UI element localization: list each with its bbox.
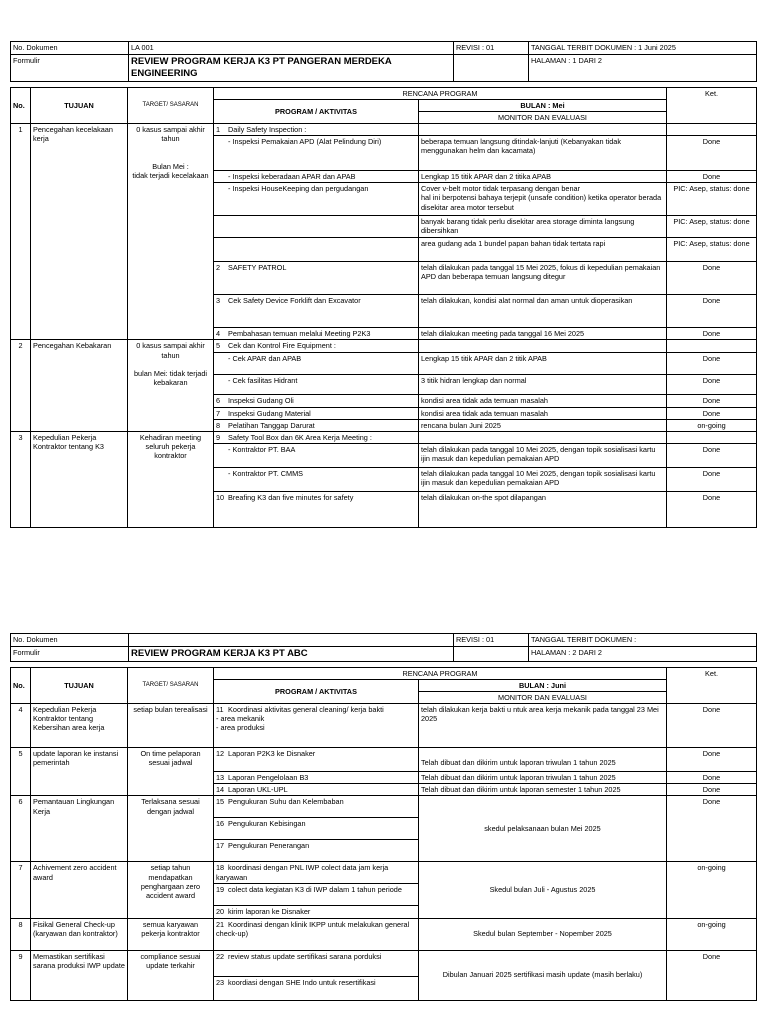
table-row [11,704,757,748]
header-table [10,41,757,82]
activity-text: Safety Tool Box dan 6K Area Kerja Meeting : [228,432,372,442]
monitor-evaluation: Telah dibuat dan dikirim untuk laporan semester 1 tahun 2025 [419,784,667,796]
program-activity [214,884,419,906]
status-note: PIC: Asep, status: done [667,238,757,262]
monitor-evaluation: skedul pelaksanaan bulan Mei 2025 [419,796,667,862]
header-blank [454,647,529,662]
monitor-evaluation: telah dilakukan, kondisi alat normal dan aman untuk dioperasikan [419,295,667,328]
activity-text: Pengukuran Penerangan [228,841,310,851]
activity-number: 10 [216,492,225,502]
activity-text: - Inspeksi Pemakaian APD (Alat Pelindung Diri) [228,137,382,147]
monitor-evaluation: telah dilakukan kerja bakti u ntuk area kerja mekanik pada tanggal 23 Mei 2025 [419,704,667,748]
group-objective: update laporan ke instansi pemerintah [31,748,128,796]
issue-date: TANGGAL TERBIT DOKUMEN : 1 Juni 2025 [529,42,757,55]
program-activity [214,840,419,862]
activity-text: review status update sertifikasi sarana porduksi [228,951,382,961]
monitor-evaluation [419,124,667,136]
col-ket: Ket. [667,87,757,123]
program-table [10,87,757,528]
group-objective: Kepedulian Pekerja Kontraktor tentang Kebersihan area kerja [31,704,128,748]
monitor-evaluation: Dibulan Januari 2025 sertifikasi masih update (masih berlaku) [419,950,667,1000]
col-rencana: RENCANA PROGRAM [214,87,667,99]
activity-text: Pengukuran Kebisingan [228,819,306,829]
status-note: on-going [667,862,757,918]
program-activity [214,906,419,918]
program-activity [214,796,419,818]
activity-text: Inspeksi Gudang Oli [228,395,294,405]
col-tujuan: TUJUAN [31,667,128,703]
program-activity [214,950,419,976]
group-number: 1 [11,124,31,340]
activity-text: kirim laporan ke Disnaker [228,907,311,917]
status-note: on-going [667,419,757,431]
activity-text: Pembahasan temuan melalui Meeting P2K3 [228,329,371,339]
monitor-evaluation: Telah dibuat dan dikirim untuk laporan triwulan 1 tahun 2025 [419,772,667,784]
program-activity [214,295,419,328]
status-note: Done [667,295,757,328]
activity-number: 22 [216,951,225,961]
program-activity [214,818,419,840]
table-row [11,431,757,443]
group-target: semua karyawan pekerja kontraktor [128,918,214,950]
table-row [11,124,757,136]
status-note: Done [667,328,757,340]
doc-number-label: No. Dokumen [11,42,129,55]
group-objective: Memastikan sertifikasi sarana produksi IWP update [31,950,128,1000]
status-note: Done [667,394,757,407]
group-number: 7 [11,862,31,918]
program-activity [214,862,419,884]
program-activity [214,419,419,431]
activity-text: - Inspeksi HouseKeeping dan pergudangan [228,184,369,194]
activity-text: Laporan Pengelolaan B3 [228,773,309,783]
group-number: 9 [11,950,31,1000]
activity-number: 18 [216,863,225,873]
doc-number-value [129,634,454,647]
col-bulan: BULAN : Mei [419,99,667,111]
activity-text: - Kontraktor PT. BAA [228,444,296,454]
table-row [11,918,757,950]
group-objective: Pencegahan Kebakaran [31,340,128,431]
program-activity [214,238,419,262]
program-activity [214,407,419,419]
col-no: No. [11,667,31,703]
table-row [11,796,757,818]
group-objective: Pemantauan Lingkungan Kerja [31,796,128,862]
monitor-evaluation: telah dilakukan pada tanggal 10 Mei 2025, dengan topik sosialisasi kartu ijin masuk dan kepedulian pemakaian APD [419,467,667,491]
activity-text: Daily Safety Inspection : [228,125,307,135]
monitor-evaluation: Lengkap 15 titik APAR dan 2 titik APAB [419,352,667,374]
program-activity [214,328,419,340]
header-blank [454,55,529,82]
program-activity [214,171,419,183]
program-activity [214,183,419,216]
program-table [10,667,757,1001]
activity-text: Pengukuran Suhu dan Kelembaban [228,797,344,807]
monitor-evaluation: Skedul bulan September - Nopember 2025 [419,918,667,950]
status-note: Done [667,748,757,772]
monitor-evaluation: telah dilakukan on-the spot dilapangan [419,491,667,527]
col-program: PROGRAM / AKTIVITAS [214,99,419,123]
program-activity [214,704,419,748]
monitor-evaluation: Skedul bulan Juli - Agustus 2025 [419,862,667,918]
activity-number: 1 [216,125,221,135]
activity-text: Koordinasi aktivitas general cleaning/ kerja bakti - area mekanik - area produksi [216,705,384,733]
group-target: compliance sesuai update terkahir [128,950,214,1000]
status-note: Done [667,784,757,796]
activity-number: 6 [216,395,221,405]
program-activity [214,262,419,295]
revision: REVISI : 01 [454,634,529,647]
group-number: 2 [11,340,31,431]
group-objective: Fisikal General Check-up (karyawan dan kontraktor) [31,918,128,950]
col-bulan: BULAN : Juni [419,679,667,691]
activity-text: koordiasi dengan SHE Indo untuk resertifikasi [228,977,376,987]
status-note: Done [667,467,757,491]
col-tujuan: TUJUAN [31,87,128,123]
program-activity [214,918,419,950]
document-title: REVIEW PROGRAM KERJA K3 PT ABC [129,647,454,662]
activity-number: 21 [216,919,225,929]
program-activity [214,136,419,171]
page-1 [10,41,756,528]
status-note [667,340,757,352]
monitor-evaluation: kondisi area tidak ada temuan masalah [419,407,667,419]
activity-text: Pelatihan Tanggap Darurat [228,420,315,430]
col-ket: Ket. [667,667,757,703]
status-note: Done [667,374,757,394]
program-activity [214,394,419,407]
page-2 [10,633,756,1001]
page-count: HALAMAN : 2 DARI 2 [529,647,757,662]
program-activity [214,443,419,467]
activity-text: - Kontraktor PT. CMMS [228,468,304,478]
activity-number: 23 [216,977,225,987]
monitor-evaluation [419,431,667,443]
table-row [11,950,757,976]
activity-number: 2 [216,263,221,273]
document-title: REVIEW PROGRAM KERJA K3 PT PANGERAN MERDEKA ENGINEERING [129,55,454,82]
status-note: Done [667,796,757,862]
page-count: HALAMAN : 1 DARI 2 [529,55,757,82]
monitor-evaluation: kondisi area tidak ada temuan masalah [419,394,667,407]
form-label: Formulir [11,647,129,662]
status-note: Done [667,950,757,1000]
activity-text: Inspeksi Gudang Material [228,408,311,418]
activity-text: Laporan UKL-UPL [228,785,288,795]
status-note: Done [667,443,757,467]
activity-number: 19 [216,885,225,895]
col-program: PROGRAM / AKTIVITAS [214,679,419,703]
activity-number: 15 [216,797,225,807]
group-target: On time pelaporan sesuai jadwal [128,748,214,796]
group-objective: Kepedulian Pekerja Kontraktor tentang K3 [31,431,128,527]
activity-text: colect data kegiatan K3 di IWP dalam 1 tahun periode [228,885,402,895]
group-target: 0 kasus sampai akhir tahun Bulan Mei : tidak terjadi kecelakaan [128,124,214,340]
status-note: Done [667,407,757,419]
program-activity [214,352,419,374]
col-monitor: MONITOR DAN EVALUASI [419,692,667,704]
issue-date: TANGGAL TERBIT DOKUMEN : [529,634,757,647]
activity-text: Cek dan Kontrol Fire Equipment : [228,341,336,351]
status-note: Done [667,262,757,295]
activity-number: 9 [216,432,221,442]
table-row [11,748,757,772]
status-note: Done [667,491,757,527]
revision: REVISI : 01 [454,42,529,55]
group-number: 8 [11,918,31,950]
group-number: 6 [11,796,31,862]
activity-text: koordinasi dengan PNL IWP colect data jam kerja karyawan [216,863,389,882]
activity-number: 3 [216,296,221,306]
program-activity [214,216,419,238]
program-activity [214,772,419,784]
status-note: Done [667,171,757,183]
monitor-evaluation: beberapa temuan langsung ditindak-lanjuti (Kebanyakan tidak menggunakan helm dan kacamata) [419,136,667,171]
activity-text: - Cek fasilitas Hidrant [228,375,298,385]
activity-text: SAFETY PATROL [228,263,287,273]
program-activity [214,374,419,394]
group-target: Terlaksana sesuai dengan jadwal [128,796,214,862]
activity-text: Koordinasi dengan klinik IKPP untuk melakukan general check-up) [216,919,410,938]
activity-number: 5 [216,341,221,351]
activity-number: 13 [216,773,225,783]
activity-number: 16 [216,819,225,829]
table-row [11,862,757,884]
table-row [11,340,757,352]
program-activity [214,491,419,527]
activity-number: 7 [216,408,221,418]
group-number: 3 [11,431,31,527]
monitor-evaluation: telah dilakukan pada tanggal 15 Mei 2025, fokus di kepedulian pemakaian APD dan beberapa temuan langsung ditegur [419,262,667,295]
group-number: 5 [11,748,31,796]
activity-number: 12 [216,749,225,759]
monitor-evaluation: Lengkap 15 titik APAR dan 2 titika APAB [419,171,667,183]
group-target: setiap bulan terealisasi [128,704,214,748]
group-target: setiap tahun mendapatkan penghargaan zero accident award [128,862,214,918]
activity-text: - Inspeksi keberadaan APAR dan APAB [228,172,356,182]
program-activity [214,784,419,796]
activity-number: 17 [216,841,225,851]
monitor-evaluation: 3 titik hidran lengkap dan normal [419,374,667,394]
monitor-evaluation: telah dilakukan meeting pada tanggal 16 Mei 2025 [419,328,667,340]
program-activity [214,340,419,352]
activity-number: 14 [216,785,225,795]
form-label: Formulir [11,55,129,82]
status-note [667,124,757,136]
monitor-evaluation: area gudang ada 1 bundel papan bahan tidak tertata rapi [419,238,667,262]
doc-number-label: No. Dokumen [11,634,129,647]
program-activity [214,748,419,772]
col-rencana: RENCANA PROGRAM [214,667,667,679]
group-objective: Pencegahan kecelakaan kerja [31,124,128,340]
col-no: No. [11,87,31,123]
group-number: 4 [11,704,31,748]
col-monitor: MONITOR DAN EVALUASI [419,111,667,123]
monitor-evaluation [419,340,667,352]
activity-number: 11 [216,705,224,715]
program-activity [214,467,419,491]
group-target: 0 kasus sampai akhir tahun bulan Mei: tidak terjadi kebakaran [128,340,214,431]
monitor-evaluation: rencana bulan Juni 2025 [419,419,667,431]
activity-text: Cek Safety Device Forklift dan Excavator [228,296,361,306]
activity-text: Breafing K3 dan five minutes for safety [228,492,354,502]
header-table [10,633,757,662]
group-target: Kehadiran meeting seluruh pekerja kontraktor [128,431,214,527]
monitor-evaluation: banyak barang tidak perlu disekitar area storage diminta langsung dibersihkan [419,216,667,238]
status-note: on-going [667,918,757,950]
status-note [667,431,757,443]
group-objective: Achivement zero accident award [31,862,128,918]
status-note: Done [667,352,757,374]
monitor-evaluation: Telah dibuat dan dikirim untuk laporan triwulan 1 tahun 2025 [419,748,667,772]
status-note: Done [667,136,757,171]
monitor-evaluation: telah dilakukan pada tanggal 10 Mei 2025, dengan topik sosialisasi kartu ijin masuk dan kepedulian pemakaian APD [419,443,667,467]
activity-number: 4 [216,329,221,339]
doc-number-value: LA 001 [129,42,454,55]
col-target: TARGET/ SASARAN [128,667,214,703]
activity-number: 8 [216,420,221,430]
activity-number: 20 [216,907,225,917]
program-activity [214,976,419,1000]
status-note: PIC: Asep, status: done [667,183,757,216]
status-note: Done [667,704,757,748]
activity-text: - Cek APAR dan APAB [228,353,302,363]
status-note: PIC: Asep, status: done [667,216,757,238]
status-note: Done [667,772,757,784]
program-activity [214,124,419,136]
col-target: TARGET/ SASARAN [128,87,214,123]
monitor-evaluation: Cover v-belt motor tidak terpasang dengan benar hal ini berpotensi bahaya terjepit (unsafe condition) ketika operator berada disekitar area motor tersebut [419,183,667,216]
program-activity [214,431,419,443]
activity-text: Laporan P2K3 ke Disnaker [228,749,316,759]
